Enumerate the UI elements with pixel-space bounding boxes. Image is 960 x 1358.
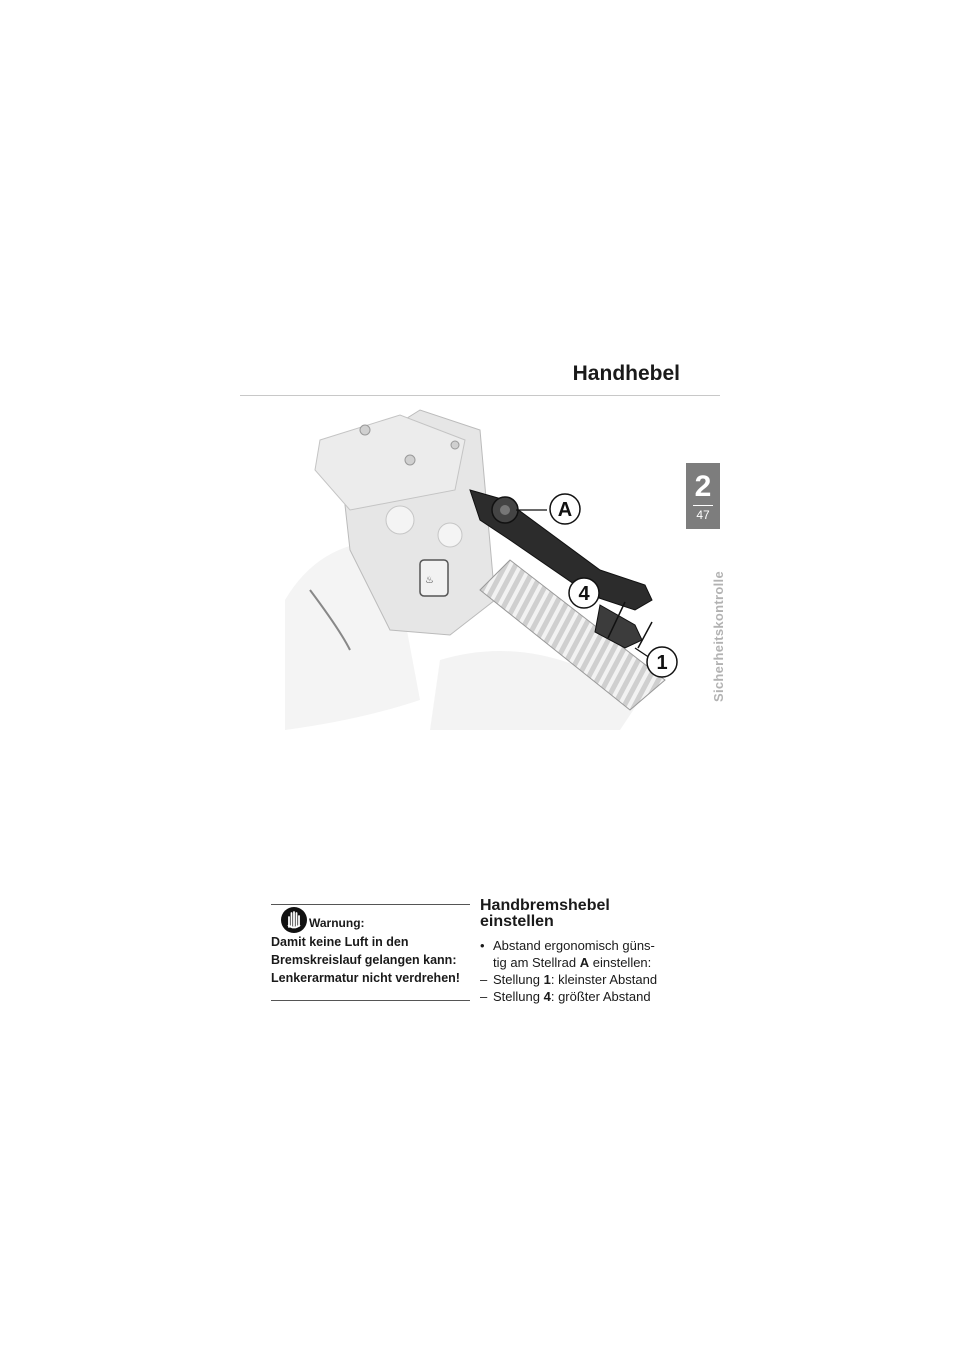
item-value: 1 [543,972,551,987]
reservoir-screw [405,455,415,465]
warning-text: Damit keine Luft in den Bremskreislauf gelangen kann: Lenkerarmatur nicht verdrehen! [271,935,460,985]
warning-heading: Warnung: [309,916,365,930]
item-prefix: Stellung [493,972,540,987]
reservoir-screw [360,425,370,435]
chapter-side-label: Sicherheitskontrolle [711,571,726,702]
dash-marker: – [480,972,488,987]
callout-4 [569,578,599,608]
page-title: Handhebel [572,362,680,385]
bullet-line2: tig am Stellrad [493,955,577,970]
item-value: 4 [543,989,551,1004]
bullet-line2-end: einstellen: [592,955,652,970]
bullet-ref: A [579,955,590,970]
bullet-line1: Abstand ergonomisch güns- [493,938,655,953]
title-divider [240,395,720,396]
page-number: 47 [696,508,710,522]
warning-box [271,904,470,1001]
callout-a [550,494,580,524]
switch-button [438,523,462,547]
section-heading-line1: Handbremshebel [480,897,610,914]
instruction-item-1 [480,971,700,988]
item-prefix: Stellung [493,989,540,1004]
callout-1-label: 1 [656,652,668,674]
switch-symbol: ♨ [425,575,434,586]
instruction-bullet [480,937,700,971]
switch-button [386,506,414,534]
dash-marker: – [480,989,488,1004]
section-heading [480,898,680,930]
callout-1 [647,647,677,677]
handlebar-illustration [280,400,720,730]
instruction-item-2 [480,988,700,1005]
bullet-marker: • [480,938,485,953]
section-heading-line2: einstellen [480,913,554,930]
chapter-number: 2 [694,470,712,503]
callout-a-label: A [557,499,573,521]
adjuster-wheel-center [500,505,510,515]
handlebar-figure [280,400,720,730]
item-suffix: : größter Abstand [550,989,651,1004]
reservoir-screw [451,441,459,449]
item-suffix: : kleinster Abstand [550,972,658,987]
hand-stop-icon [279,905,309,935]
callout-4-label: 4 [578,583,590,605]
